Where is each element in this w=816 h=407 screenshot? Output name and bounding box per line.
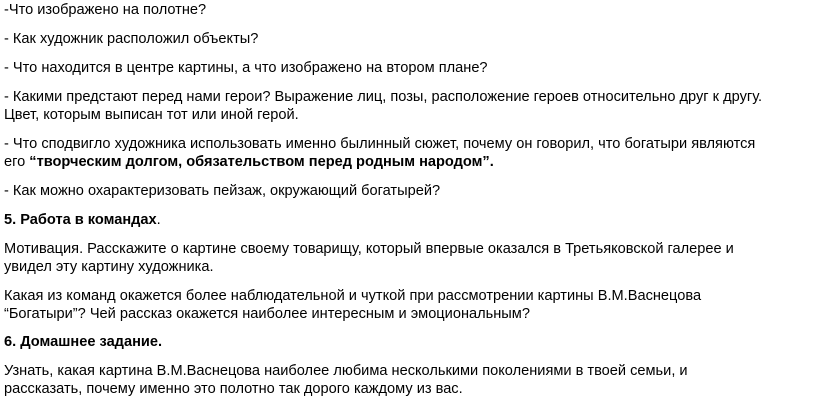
question-object-arrangement: - Как художник расположил объекты?: [4, 31, 259, 47]
team-question-line-2: “Богатыри”? Чей рассказ окажется наиболее интересным и эмоциональным?: [4, 306, 530, 322]
section-5-heading-text: 5. Работа в командах: [4, 212, 157, 228]
question-epic-plot-quote: “творческим долгом, обязательством перед родным народом”.: [29, 154, 494, 170]
question-landscape: - Как можно охарактеризовать пейзаж, окружающий богатырей?: [4, 183, 441, 199]
question-center-background: - Что находится в центре картины, а что изображено на втором плане?: [4, 60, 488, 76]
motivation-line-2: увидел эту картину художника.: [4, 259, 214, 275]
section-5-heading: [4, 211, 161, 230]
homework-line-1: Узнать, какая картина В.М.Васнецова наиболее любима несколькими поколениями в твоей семьи, и: [4, 363, 688, 379]
motivation-line-1: Мотивация. Расскажите о картине своему товарищу, который впервые оказался в Третьяковской галерее и: [4, 241, 734, 257]
question-what-depicted: -Что изображено на полотне?: [4, 2, 207, 18]
question-epic-plot-line-2: [4, 153, 494, 172]
question-epic-plot-line-1: - Что сподвигло художника использовать именно былинный сюжет, почему он говорил, что богатыри являются: [4, 136, 756, 152]
question-epic-plot-prefix: его: [4, 154, 30, 170]
question-heroes-line-2: Цвет, которым выписан тот или иной герой.: [4, 107, 299, 123]
homework-line-2: рассказать, почему именно это полотно так дорого каждому из вас.: [4, 381, 463, 397]
section-5-heading-dot: .: [156, 212, 161, 228]
section-6-heading: [4, 333, 162, 352]
section-6-heading-text: 6. Домашнее задание.: [4, 334, 163, 350]
question-heroes-line-1: - Какими предстают перед нами герои? Выражение лиц, позы, расположение героев относительно друг к другу.: [4, 89, 763, 105]
team-question-line-1: Какая из команд окажется более наблюдательной и чуткой при рассмотрении картины В.М.Васнецова: [4, 288, 702, 304]
